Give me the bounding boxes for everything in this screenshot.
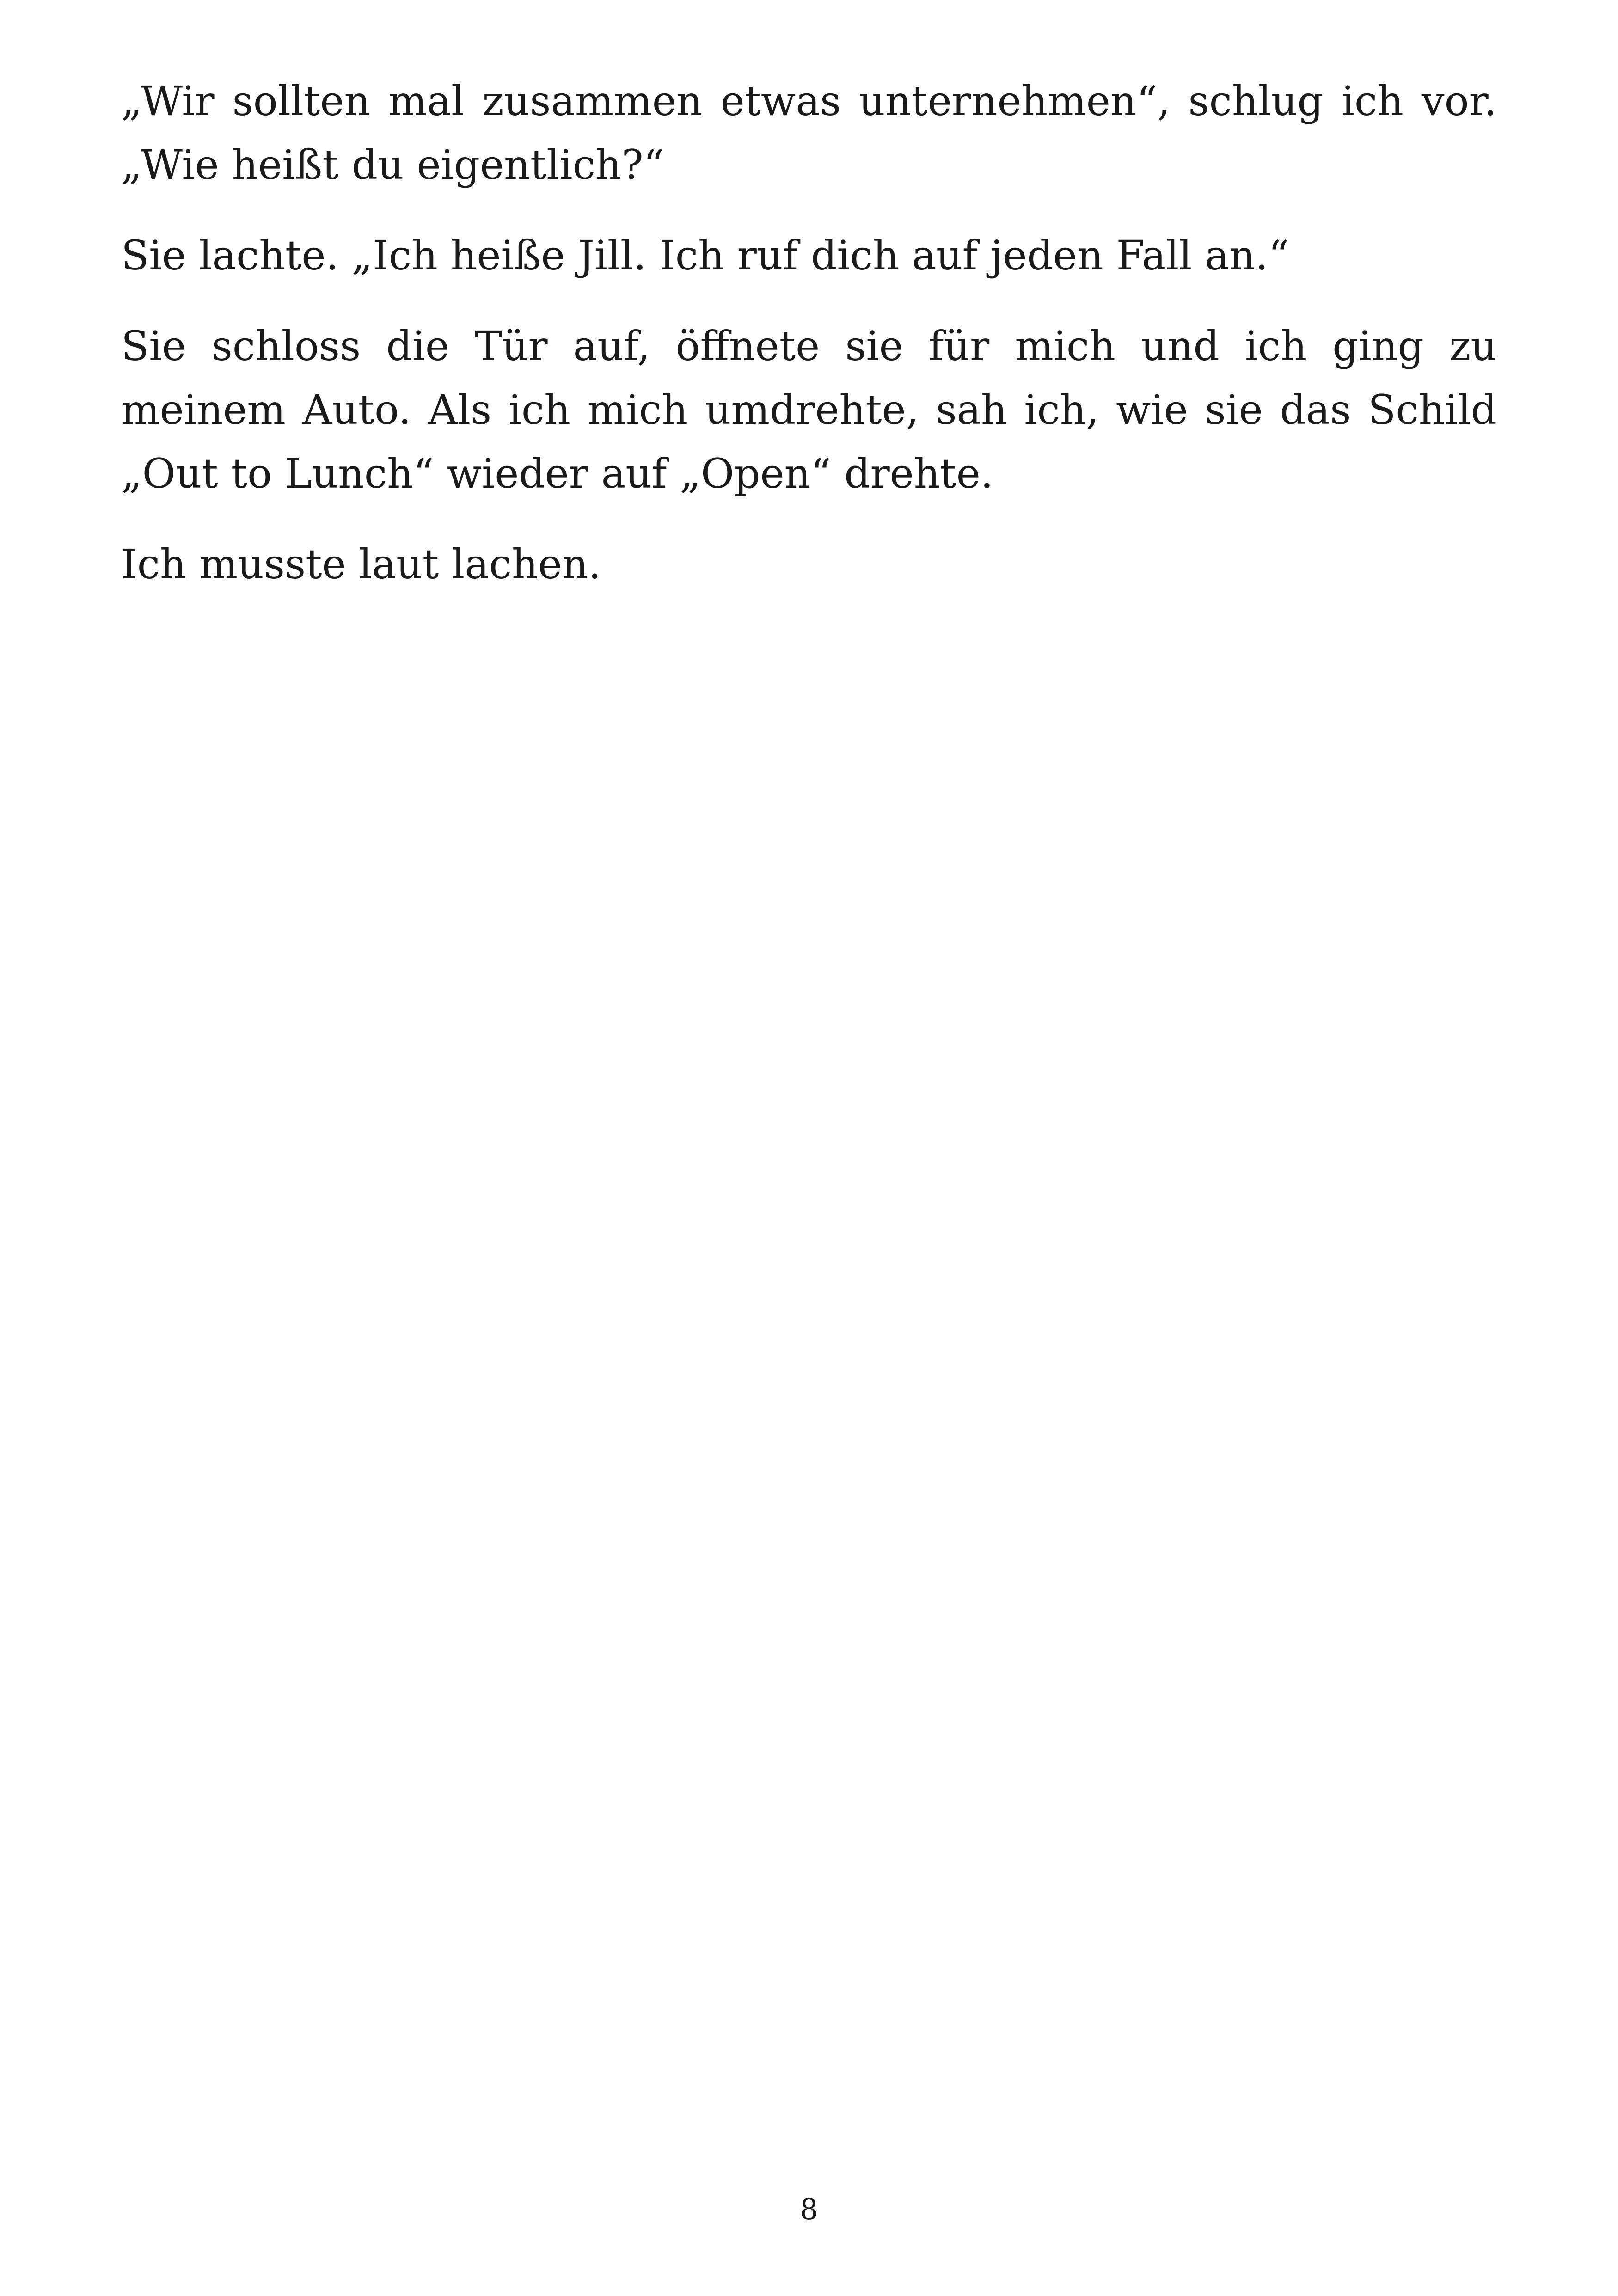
body-text bbox=[121, 69, 1497, 623]
paragraph-1: „Wir sollten mal zusammen etwas unternehmen“, schlug ich vor. „Wie heißt du eigentlich?“ bbox=[121, 77, 1497, 189]
paragraph-4: Ich musste laut lachen. bbox=[121, 540, 601, 588]
paragraph-3: Sie schloss die Tür auf, öffnete sie für mich und ich ging zu meinem Auto. Als ich mich umdrehte, sah ich, wie sie das Schild „Out to Lunch“ wieder auf „Open“ drehte. bbox=[121, 322, 1497, 497]
page-number: 8 bbox=[800, 2192, 818, 2226]
paragraph-2: Sie lachte. „Ich heiße Jill. Ich ruf dich auf jeden Fall an.“ bbox=[121, 232, 1289, 279]
